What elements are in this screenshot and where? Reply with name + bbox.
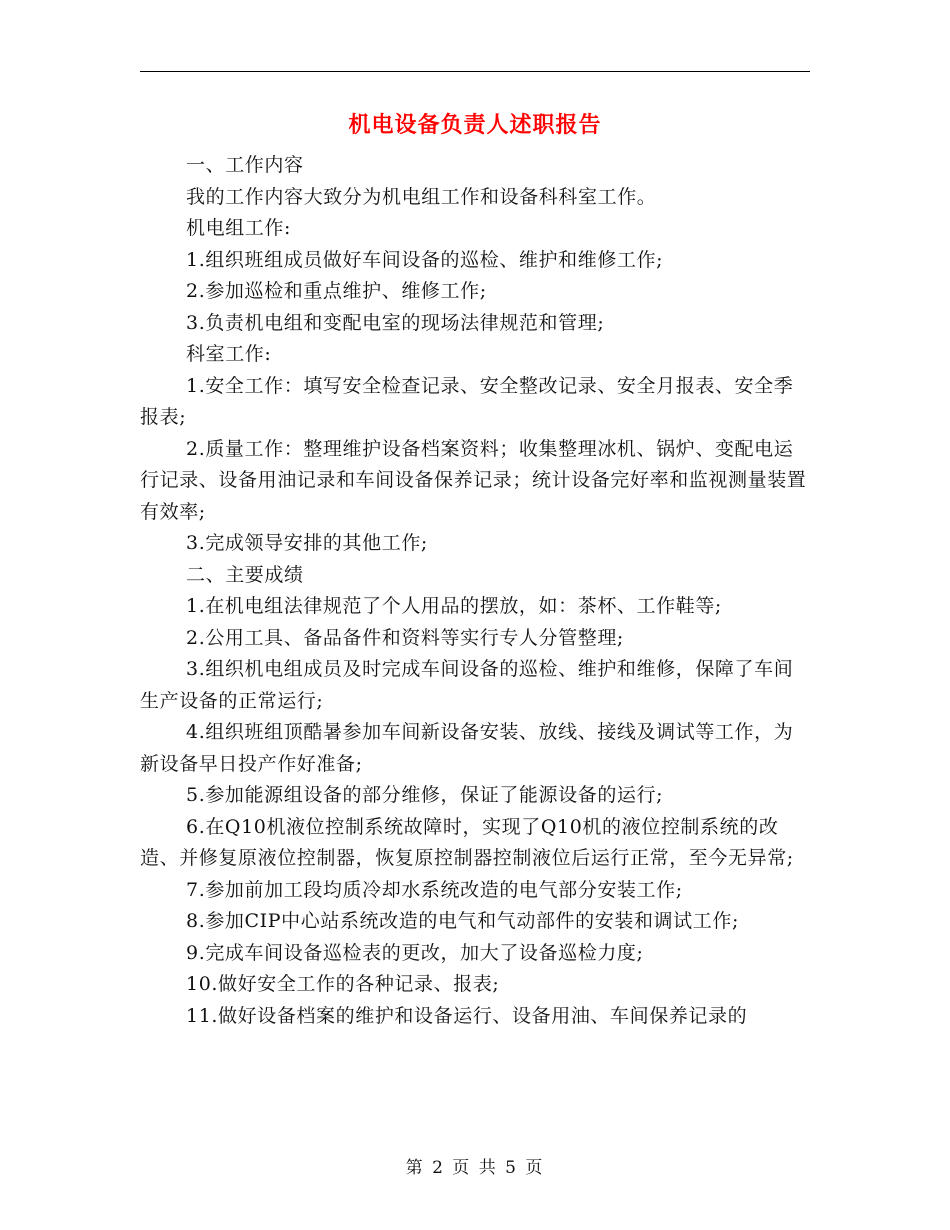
list-item: 2.质量工作：整理维护设备档案资料；收集整理冰机、锅炉、变配电运行记录、设备用油记录和车间设备保养记录；统计设备完好率和监视测量装置有效率; bbox=[140, 437, 807, 523]
list-item: 3.负责机电组和变配电室的现场法律规范和管理; bbox=[186, 311, 605, 334]
list-item: 5.参加能源组设备的部分维修，保证了能源设备的运行; bbox=[186, 784, 664, 806]
subheading-department: 科室工作: bbox=[186, 343, 272, 365]
section-heading-work-content: 一、工作内容 bbox=[186, 154, 304, 176]
list-item: 1.在机电组法律规范了个人用品的摆放，如：茶杯、工作鞋等; bbox=[186, 595, 722, 617]
page-number-footer: 第 2 页 共 5 页 bbox=[405, 1158, 545, 1178]
list-item: 8.参加CIP中心站系统改造的电气和气动部件的安装和调试工作; bbox=[186, 910, 739, 932]
document-title: 机电设备负责人述职报告 bbox=[348, 113, 602, 138]
list-item: 4.组织班组顶酷暑参加车间新设备安装、放线、接线及调试等工作，为新设备早日投产作好准备; bbox=[140, 721, 794, 775]
list-item: 2.公用工具、备品备件和资料等实行专人分管整理; bbox=[186, 626, 624, 649]
document-body bbox=[140, 150, 812, 1032]
list-item: 7.参加前加工段均质冷却水系统改造的电气部分安装工作; bbox=[186, 878, 683, 901]
list-item: 3.完成领导安排的其他工作; bbox=[186, 532, 428, 554]
section-heading-achievements: 二、主要成绩 bbox=[186, 563, 304, 586]
list-item: 1.安全工作：填写安全检查记录、安全整改记录、安全月报表、安全季报表; bbox=[140, 374, 794, 428]
header-rule bbox=[140, 71, 810, 72]
list-item: 2.参加巡检和重点维护、维修工作; bbox=[186, 280, 487, 302]
list-item: 11.做好设备档案的维护和设备运行、设备用油、车间保养记录的 bbox=[186, 1004, 748, 1027]
list-item: 10.做好安全工作的各种记录、报表; bbox=[186, 973, 500, 995]
list-item: 6.在Q10机液位控制系统故障时，实现了Q10机的液位控制系统的改造、并修复原液位控制器，恢复原控制器控制液位后运行正常，至今无异常; bbox=[140, 815, 794, 869]
paragraph: 我的工作内容大致分为机电组工作和设备科科室工作。 bbox=[186, 185, 657, 208]
list-item: 3.组织机电组成员及时完成车间设备的巡检、维护和维修，保障了车间生产设备的正常运行; bbox=[140, 658, 794, 712]
list-item: 9.完成车间设备巡检表的更改，加大了设备巡检力度; bbox=[186, 941, 644, 964]
subheading-electromechanical: 机电组工作: bbox=[186, 217, 292, 239]
list-item: 1.组织班组成员做好车间设备的巡检、维护和维修工作; bbox=[186, 248, 664, 271]
